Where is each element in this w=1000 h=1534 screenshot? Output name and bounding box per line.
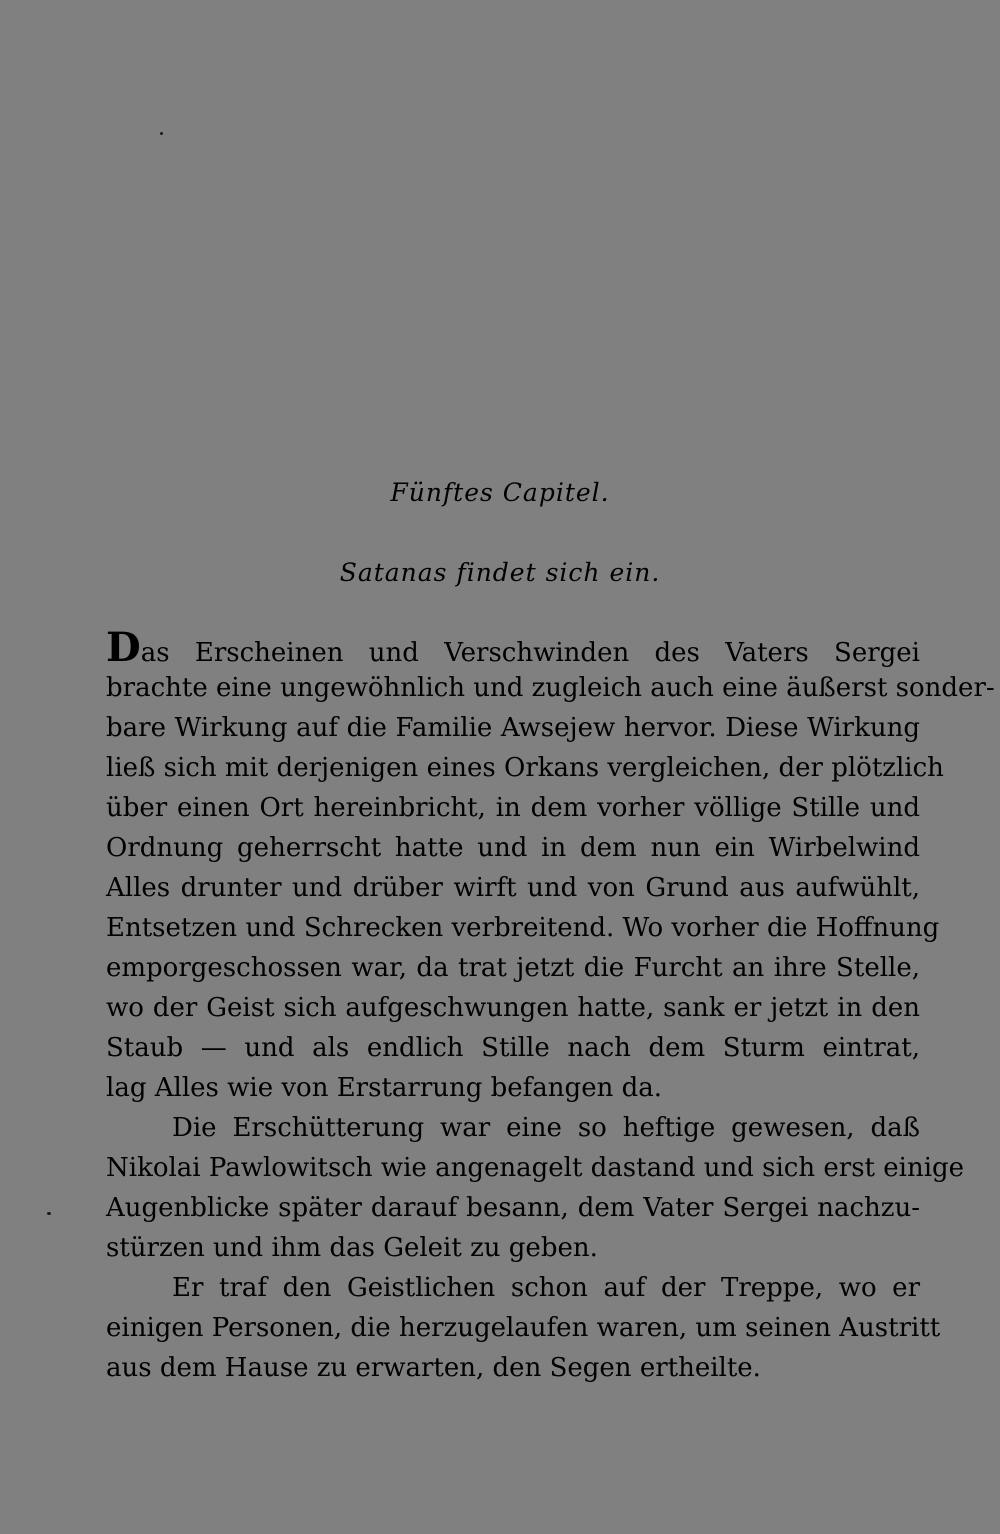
chapter-title: Satanas findet sich ein. [339,558,661,587]
text-line: brachte eine ungewöhnlich und zugleich auch eine äußerst sonder- [106,673,995,703]
text-line: über einen Ort hereinbricht, in dem vorher völlige Stille und [106,793,920,823]
text-line: Nikolai Pawlowitsch wie angenagelt dastand und sich erst einige [106,1153,965,1183]
text-line: stürzen und ihm das Geleit zu geben. [106,1233,598,1263]
text-line: Staub — und als endlich Stille nach dem Sturm eintrat, [106,1033,920,1063]
text-line: lag Alles wie von Erstarrung befangen da. [106,1073,663,1103]
text-line: emporgeschossen war, da trat jetzt die Furcht an ihre Stelle, [106,953,920,983]
page-speck [47,1212,51,1215]
text-line: bare Wirkung auf die Familie Awsejew hervor. Diese Wirkung [106,713,920,743]
text-line: aus dem Hause zu erwarten, den Segen ertheilte. [106,1353,761,1383]
text-line [106,624,920,671]
text-line: Ordnung geherrscht hatte und in dem nun ein Wirbelwind [106,833,920,863]
text-line: Augenblicke später darauf besann, dem Vater Sergei nachzu- [106,1193,920,1223]
text-line: wo der Geist sich aufgeschwungen hatte, sank er jetzt in den [106,993,920,1023]
page-speck [160,132,163,135]
chapter-heading: Fünftes Capitel. [390,478,610,507]
text-line: Entsetzen und Schrecken verbreitend. Wo vorher die Hoffnung [106,913,940,943]
text-line: Er traf den Geistlichen schon auf der Treppe, wo er [172,1273,920,1303]
text-line: ließ sich mit derjenigen eines Orkans vergleichen, der plötzlich [106,753,944,783]
body-text [106,624,995,1388]
drop-cap: D [106,624,141,671]
text-line: einigen Personen, die herzugelaufen waren, um seinen Austritt [106,1313,941,1343]
line-text: as Erscheinen und Verschwinden des Vaters Sergei [140,638,920,668]
text-line: Alles drunter und drüber wirft und von Grund aus aufwühlt, [106,873,920,903]
text-line: Die Erschütterung war eine so heftige gewesen, daß [172,1113,920,1143]
